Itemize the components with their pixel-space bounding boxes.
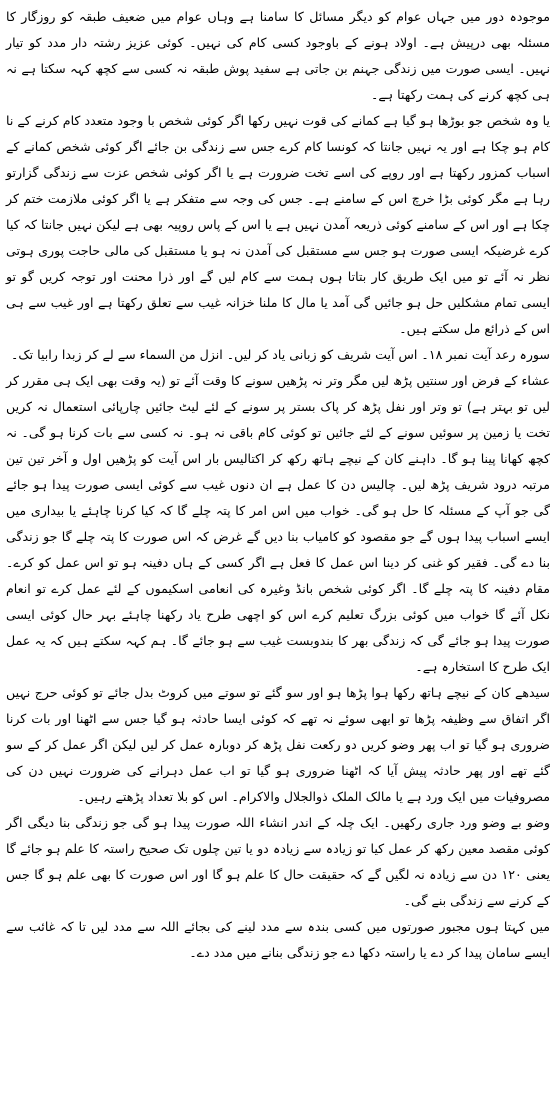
paragraph-closing: میں کہتا ہوں مجبور صورتوں میں کسی بندہ سے مدد لینے کی بجائے اللہ سے مدد لیں تا کہ غائب سے ایسے سامان پیدا کر دے یا راستہ دکھا دے جو زندگی بنانے میں مدد دے۔ [6,919,550,960]
paragraph-circumstances: یا وہ شخص جو بوڑھا ہو گیا ہے کمانے کی قوت نہیں رکھا اگر کوئی شخص با وجود متعدد کام کرنے کے نا کام ہو چکا ہے اور یہ نہیں جانتا کہ کونسا کام کرے جس سے زندگی بن جائے اگر کوئی شخص کمانے کے اسباب کمزور رکھتا ہے اور روپے کی اسے تخت ضرورت ہے یا اگر کوئی شخص عزت سے زندگی گزارتو رہا ہے مگر کوئی بڑا خرچ اس کے سامنے ہے۔ جس کی وجہ سے متفکر ہے یا اگر کوئی ملازمت ختم کر چکا ہے اور اس کے سامنے کوئی ذریعہ آمدن نہیں ہے یا اس کے پاس روپیہ بھی ہے لیکن نہیں جانتا کہ کیا کرے غرضیکہ ایسی صورت ہو جس سے مستقبل کی آمدن نہ ہو یا مستقبل کی مالی حاجت پوری ہوتی نظر نہ آئے تو میں ایک طریق کار بتاتا ہوں ہمت سے کام لیں گے اور ذرا محنت اور توجہ کریں گو تو ایسی تمام مشکلیں حل ہو جائیں گی آمد یا مال کا ملنا خزانہ غیب سے تعلق رکھتا ہے اور غیب سے ہی اس کے ذرائع مل سکتے ہیں۔ [6,113,550,336]
paragraph-result: وضو بے وضو ورد جاری رکھیں۔ ایک چلہ کے اندر انشاء اللہ صورت پیدا ہو گی جو زندگی بنا دیگی اگر کوئی مقصد معین رکھ کر عمل کیا تو زیادہ سے زیادہ دو یا تین چلوں تک صحیح راستہ کا علم ہو جائے گا یعنی ۱۲۰ دن سے زیادہ نہ لگیں گے کہ حقیقت حال کا علم ہو گا اور اس صورت کا بھی علم ہو گا جس کے کرنے سے زندگی بنے گی۔ [6,815,550,908]
paragraph-verse-reference: سورہ رعد آیت نمبر ۱۸۔ اس آیت شریف کو زبانی یاد کر لیں۔ انزل من السماء سے لے کر زبدا رابیا تک۔ [10,347,550,362]
article-body [6,4,550,966]
paragraph-instructions: سیدھے کان کے نیچے ہاتھ رکھا ہوا پڑھا ہو اور سو گئے تو سوتے میں کروٹ بدل جائے تو کوئی حرج نہیں اگر اتفاق سے وظیفہ پڑھا تو ابھی سوئے نہ تھے کہ کوئی ایسا حادثہ ہو گیا جس سے اٹھنا اور بات کرنا ضروری ہو گیا تو اب پھر وضو کریں دو رکعت نفل پڑھ کر دوبارہ عمل کر لیں لیکن اگر عمل کر کے سو گئے تھے اور پھر حادثہ پیش آیا کہ اٹھنا ضروری ہو گیا تو اب عمل دہرانے کی ضرورت نہیں دن کی مصروفیات میں ایک ورد ہے یا مالک الملک ذوالجلال والاکرام۔ اس کو بلا تعداد پڑھتے رہیں۔ [6,685,550,804]
paragraph-method: عشاء کے فرض اور سنتیں پڑھ لیں مگر وتر نہ پڑھیں سونے کا وقت آئے تو (یہ وقت بھی ایک ہی مقرر کر لیں تو بہتر ہے) تو وتر اور نفل پڑھ کر پاک بستر پر سونے کے لئے لیٹ جائیں چارپائی استعمال نہ کریں تخت یا زمین پر سوئیں سونے کے لئے جائیں تو کوئی کام باقی نہ ہو۔ نہ کسی سے بات کرنا ہو گی۔ نہ کچھ کھانا پینا ہو گا۔ داہنے کان کے نیچے ہاتھ رکھ کر اکتالیس بار اس آیت کو پڑھیں اول و آخر تین تین مرتبہ درود شریف پڑھ لیں۔ چالیس دن کا عمل ہے ان دنوں غیب سے کوئی ایسی صورت پیدا ہو جائے گی جو آپ کے مسئلہ کا حل ہو گی۔ خواب میں اس امر کا پتہ چلے گا کہ کیا کرنا چاہئے یا بیداری میں ایسے اسباب پیدا ہوں گے جو مقصود کو کامیاب بنا دیں گے غرض کہ اس صورت کا پتہ چلے گا جو زندگی بنا دے گی۔ فقیر کو غنی کر دینا اس عمل کا فعل ہے اگر کسی کے ہاں دفینہ ہو تو اس عمل کو کرے۔ مقام دفینہ کا پتہ چلے گا۔ اگر کوئی شخص بانڈ وغیرہ کی انعامی اسکیموں کے لئے عمل کرے تو انعام نکل آئے گا خواب میں کوئی بزرگ تعلیم کرے اس کو اچھی طرح یاد رکھنا چاہئے بہر حال کوئی ایسی صورت پیدا ہو جائے گی کہ زندگی بھر کا بندوبست غیب سے ہو جائے گا۔ ہم کہہ سکتے ہیں کہ یہ عمل ایک طرح کا استخارہ ہے۔ [6,373,550,674]
paragraph-intro: موجودہ دور میں جہاں عوام کو دیگر مسائل کا سامنا ہے وہاں عوام میں ضعیف طبقہ کو روزگار کا مسئلہ بھی درپیش ہے۔ اولاد ہونے کے باوجود کسی کام کی نہیں۔ کوئی عزیز رشتہ دار مدد کو تیار نہیں۔ ایسی صورت میں زندگی جہنم بن جاتی ہے سفید پوش طبقہ نہ کسی سے کچھ کہہ سکتا ہے نہ ہی کچھ کرنے کی ہمت رکھتا ہے۔ [6,9,550,102]
